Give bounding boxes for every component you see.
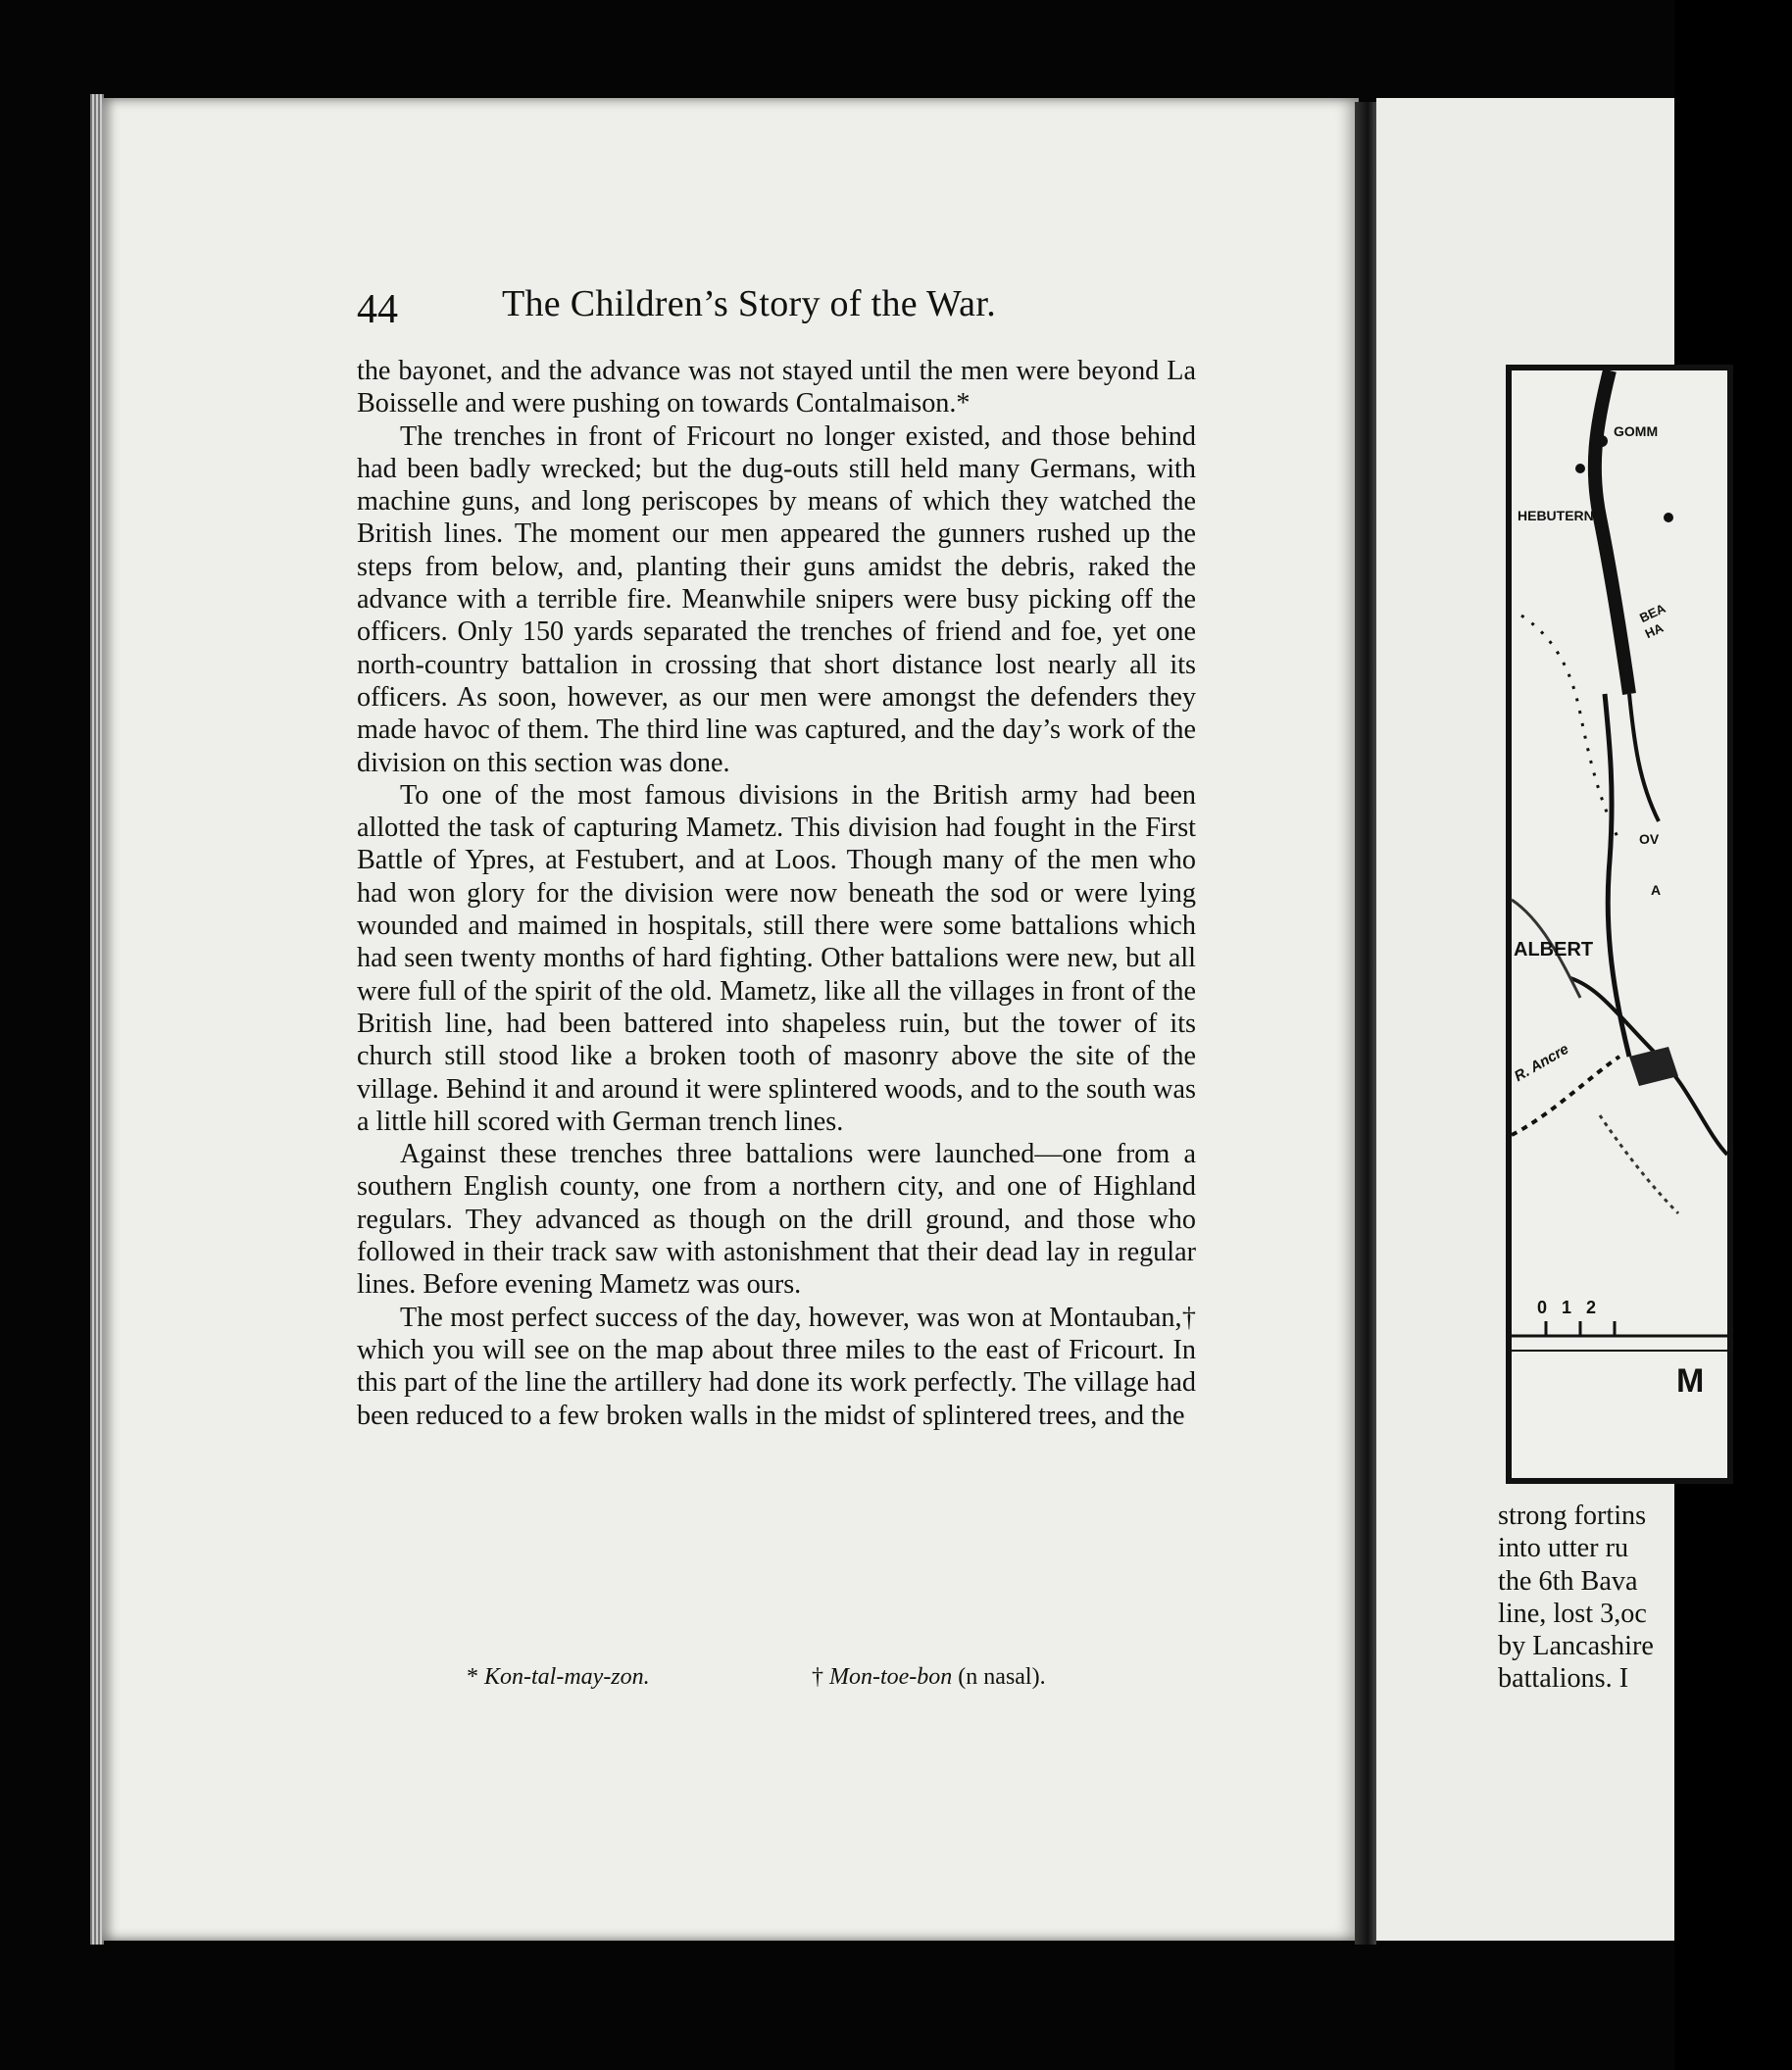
paragraph: The trenches in front of Fricourt no longer existed, and those behind had been badly wrecked; but the dug-outs still held many Germans, with machine guns, and long periscopes by means of which they watched the British lines. The moment our men appeared the gunners rushed up the steps from below, and, planting their guns amidst the debris, raked the advance with a terrible fire. Meanwhile snipers were busy picking off the officers. Only 150 yards separated the trenches of friend and foe, yet one north-country battalion in crossing that short distance lost nearly all its officers. As soon, however, as our men were amongst the defenders they made havoc of them. The third line was captured, and the day’s work of the division on this section was done. bbox=[357, 420, 1196, 778]
page-number: 44 bbox=[357, 287, 398, 332]
map-label-a: A bbox=[1651, 882, 1662, 898]
map-label-ha: HA bbox=[1642, 619, 1667, 642]
map bbox=[1506, 365, 1733, 1484]
map-label-m: M bbox=[1676, 1362, 1705, 1400]
map-label-ancre: R. Ancre bbox=[1511, 1040, 1572, 1086]
paragraph: The most perfect success of the day, however, was won at Montauban,† which you will see on the map about three miles to the east of Fricourt. In this part of the line the artillery had done its work perfectly. The village had been reduced to a few broken walls in the midst of splintered trees, and the bbox=[357, 1302, 1196, 1431]
page-header bbox=[357, 282, 1200, 341]
body-text bbox=[357, 355, 1196, 1432]
paragraph: To one of the most famous divisions in the British army had been allotted the task of capturing Mametz. This division had fought in the First Battle of Ypres, at Festubert, and at Loos. Though many of the men who had won glory for the division were now beneath the sod or were lying wounded and maimed in hospitals, still there were some battalions which had seen twenty months of hard fighting. Other battalions were new, but all were full of the spirit of the old. Mametz, like all the villages in front of the British line, had been battered into shapeless ruin, but the tower of its church still stood like a broken tooth of masonry above the site of the village. Behind it and around it were splintered woods, and to the south was a little hill scored with German trench lines. bbox=[357, 779, 1196, 1137]
paragraph: the bayonet, and the advance was not stayed until the men were beyond La Boisselle and were pushing on towards Contalmaison.* bbox=[357, 356, 1196, 419]
book-gutter bbox=[1355, 102, 1376, 1945]
text-line: line, lost 3,oc bbox=[1498, 1598, 1647, 1629]
footnote-mark: * bbox=[467, 1664, 478, 1690]
running-head: The Children’s Story of the War. bbox=[502, 283, 996, 324]
map-label-gomm: GOMM bbox=[1614, 423, 1659, 439]
map-label-ov: OV bbox=[1639, 831, 1660, 847]
right-page-text bbox=[1498, 1500, 1792, 1696]
footnote-suffix: (n nasal). bbox=[958, 1664, 1046, 1690]
footnote bbox=[812, 1664, 1046, 1691]
footnote-text: Kon-tal-may-zon. bbox=[484, 1664, 650, 1690]
text-line: by Lancashire bbox=[1498, 1631, 1654, 1662]
map-label-bea: BEA bbox=[1637, 600, 1668, 626]
footnote-mark: † bbox=[812, 1664, 823, 1690]
paragraph: Against these trenches three battalions were launched—one from a southern English county, one from a northern city, and one of Highland regulars. They advanced as though on the drill ground, and those who followed in their track saw with astonishment that their dead lay in regular lines. Before evening Mametz was ours. bbox=[357, 1139, 1196, 1301]
text-line: the 6th Bava bbox=[1498, 1565, 1638, 1597]
text-line: into utter ru bbox=[1498, 1533, 1629, 1564]
footnote-text: Mon-toe-bon bbox=[829, 1664, 953, 1690]
map-label-albert: ALBERT bbox=[1514, 939, 1594, 961]
text-line: strong fortins bbox=[1498, 1501, 1647, 1531]
text-line: battalions. I bbox=[1498, 1663, 1629, 1695]
right-page bbox=[1376, 98, 1705, 1941]
footnote bbox=[467, 1664, 650, 1691]
map-scale: 0 1 2 bbox=[1537, 1298, 1597, 1317]
footnotes bbox=[357, 1664, 1196, 1703]
map-label-hebuterne: HEBUTERNE bbox=[1518, 508, 1604, 523]
